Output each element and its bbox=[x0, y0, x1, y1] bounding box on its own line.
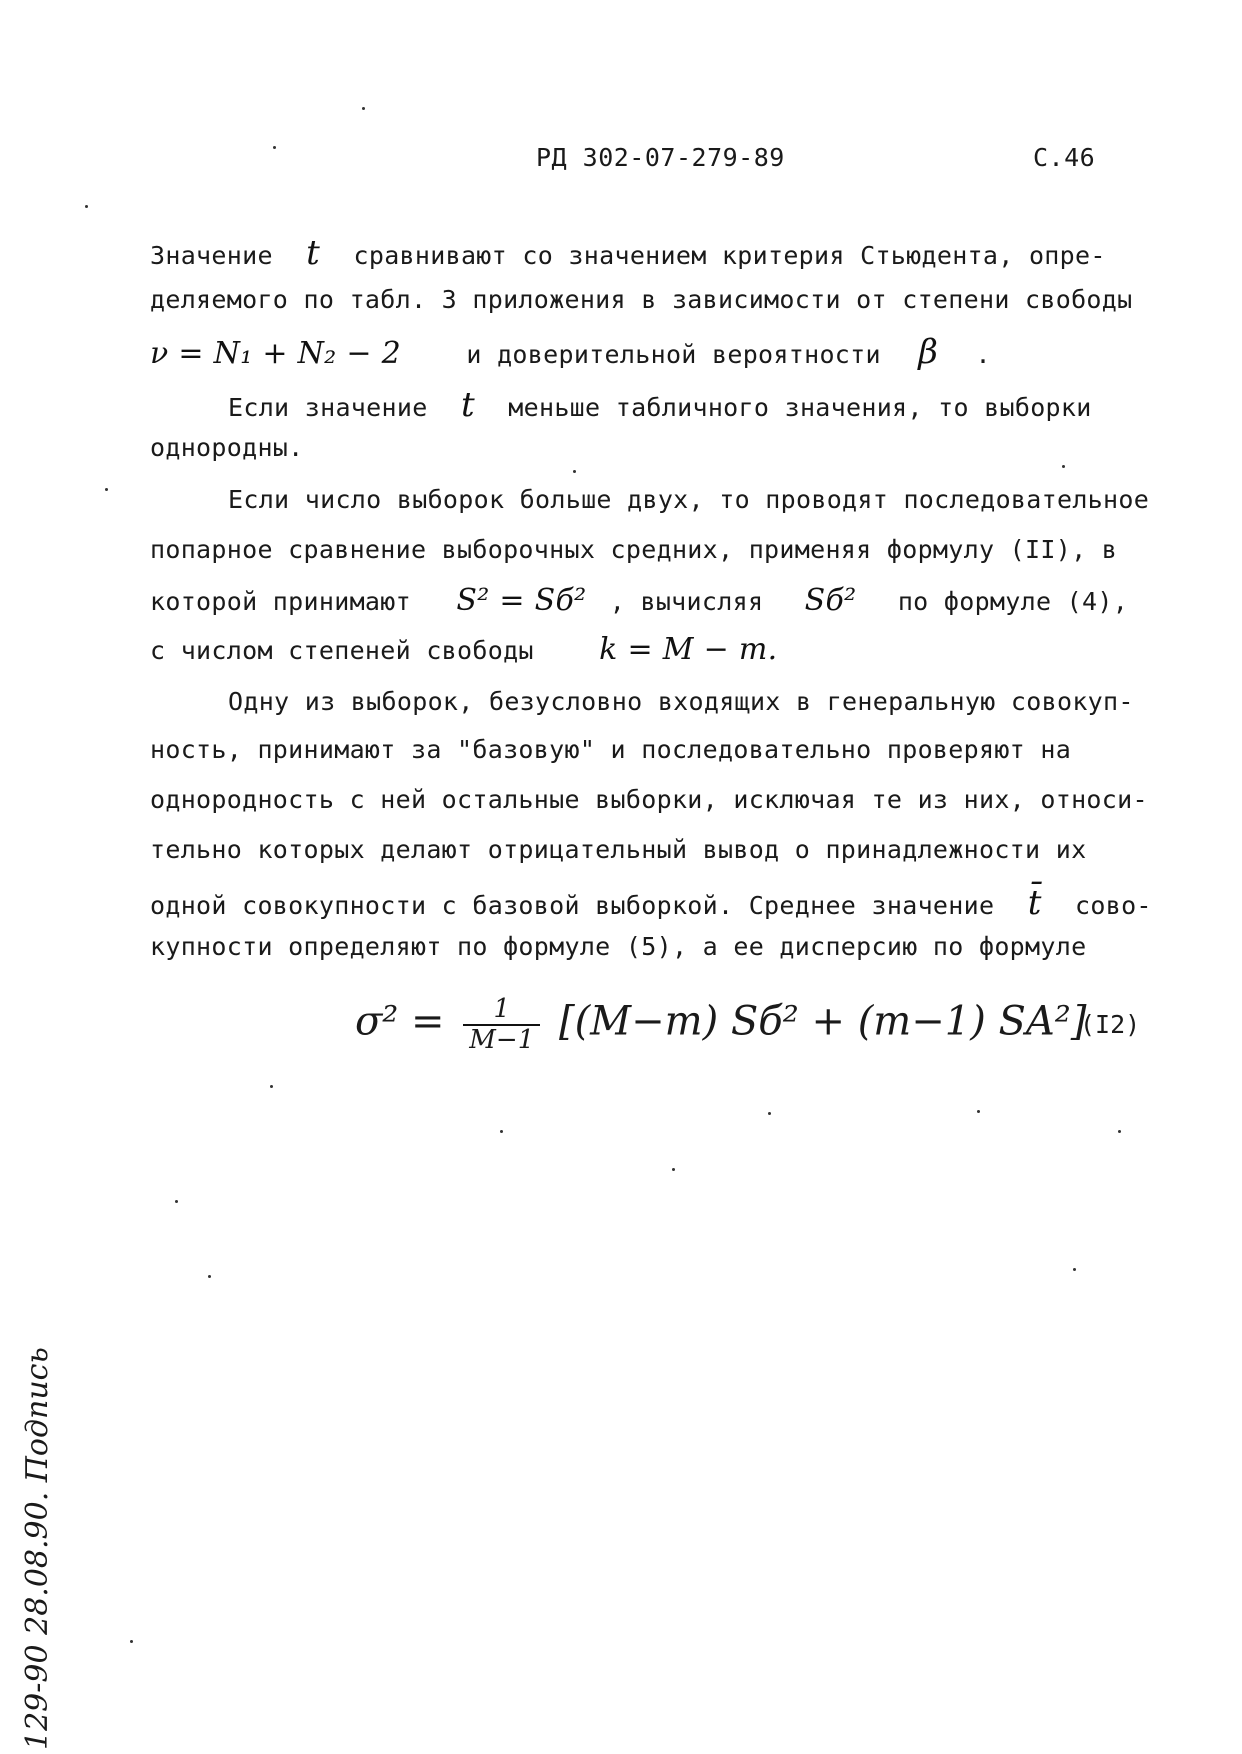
page-number: С.46 bbox=[1033, 143, 1096, 172]
text-fragment: и доверительной вероятности bbox=[466, 340, 881, 369]
scan-speck bbox=[573, 470, 576, 473]
text-fragment: меньше табличного значения, то выборки bbox=[508, 393, 1092, 422]
text-line: однородны. bbox=[150, 433, 304, 462]
scan-speck bbox=[130, 1640, 133, 1643]
handwritten-signature-note: 129-90 28.08.90. Подпись bbox=[20, 1347, 55, 1750]
scan-speck bbox=[85, 205, 88, 208]
text-line bbox=[150, 632, 777, 667]
document-code: РД 302-07-279-89 bbox=[536, 143, 785, 172]
handwritten-variable: t bbox=[306, 233, 321, 273]
handwritten-formula: k = M − m. bbox=[599, 632, 778, 667]
text-fragment: Если значение bbox=[228, 393, 428, 422]
text-fragment: с числом степеней свободы bbox=[150, 636, 534, 665]
handwritten-formula: ν = N₁ + N₂ − 2 bbox=[150, 336, 402, 371]
scan-speck bbox=[1073, 1268, 1076, 1271]
formula-12 bbox=[355, 995, 1086, 1054]
scan-speck bbox=[500, 1130, 503, 1133]
text-line: деляемого по табл. 3 приложения в зависимости от степени свободы bbox=[150, 285, 1133, 314]
fraction-numerator: 1 bbox=[463, 995, 540, 1026]
handwritten-formula: Sб² bbox=[804, 583, 857, 618]
handwritten-variable: t̄ bbox=[1027, 883, 1042, 923]
text-line bbox=[150, 233, 1106, 273]
text-line: тельно которых делают отрицательный вывод о принадлежности их bbox=[150, 835, 1087, 864]
scan-speck bbox=[105, 488, 108, 491]
text-line bbox=[228, 385, 1092, 425]
handwritten-formula: S² = Sб² bbox=[456, 583, 587, 618]
text-line: однородность с ней остальные выборки, исключая те из них, относи- bbox=[150, 785, 1148, 814]
handwritten-variable: t bbox=[460, 385, 475, 425]
scan-speck bbox=[175, 1200, 178, 1203]
fraction-denominator: M−1 bbox=[469, 1024, 535, 1055]
text-line: Если число выборок больше двух, то проводят последовательное bbox=[228, 485, 1150, 514]
text-fragment: Значение bbox=[150, 241, 273, 270]
scan-speck bbox=[362, 107, 365, 110]
formula-rhs: [(M−m) Sб² + (m−1) SA²] bbox=[558, 998, 1087, 1045]
scan-speck bbox=[1118, 1130, 1121, 1133]
text-fragment: . bbox=[975, 340, 991, 369]
equation-number: (I2) bbox=[1080, 1010, 1141, 1039]
text-line bbox=[150, 583, 1128, 618]
text-line: Одну из выборок, безусловно входящих в генеральную совокуп- bbox=[228, 687, 1134, 716]
scan-speck bbox=[768, 1112, 771, 1115]
scan-speck bbox=[672, 1168, 675, 1171]
formula-lhs: σ² = bbox=[355, 998, 445, 1045]
scan-speck bbox=[1062, 465, 1065, 468]
text-line bbox=[150, 883, 1152, 923]
text-fragment: одной совокупности с базовой выборкой. Среднее значение bbox=[150, 891, 995, 920]
text-line: купности определяют по формуле (5), а ее дисперсию по формуле bbox=[150, 932, 1087, 961]
text-line bbox=[150, 332, 991, 372]
text-fragment: сово- bbox=[1075, 891, 1152, 920]
text-fragment: которой принимают bbox=[150, 587, 411, 616]
scan-speck bbox=[273, 146, 276, 149]
text-fragment: , вычисляя bbox=[609, 587, 764, 616]
text-fragment: сравнивают со значением критерия Стьюдента, опре- bbox=[353, 241, 1106, 270]
text-fragment: по формуле (4), bbox=[897, 587, 1129, 616]
scan-speck bbox=[270, 1085, 273, 1088]
text-line: ность, принимают за "базовую" и последовательно проверяют на bbox=[150, 735, 1072, 764]
scan-speck bbox=[208, 1275, 211, 1278]
scan-speck bbox=[977, 1110, 980, 1113]
handwritten-variable: β bbox=[918, 332, 939, 372]
text-line: попарное сравнение выборочных средних, применяя формулу (II), в bbox=[150, 535, 1118, 564]
formula-fraction bbox=[463, 995, 540, 1054]
